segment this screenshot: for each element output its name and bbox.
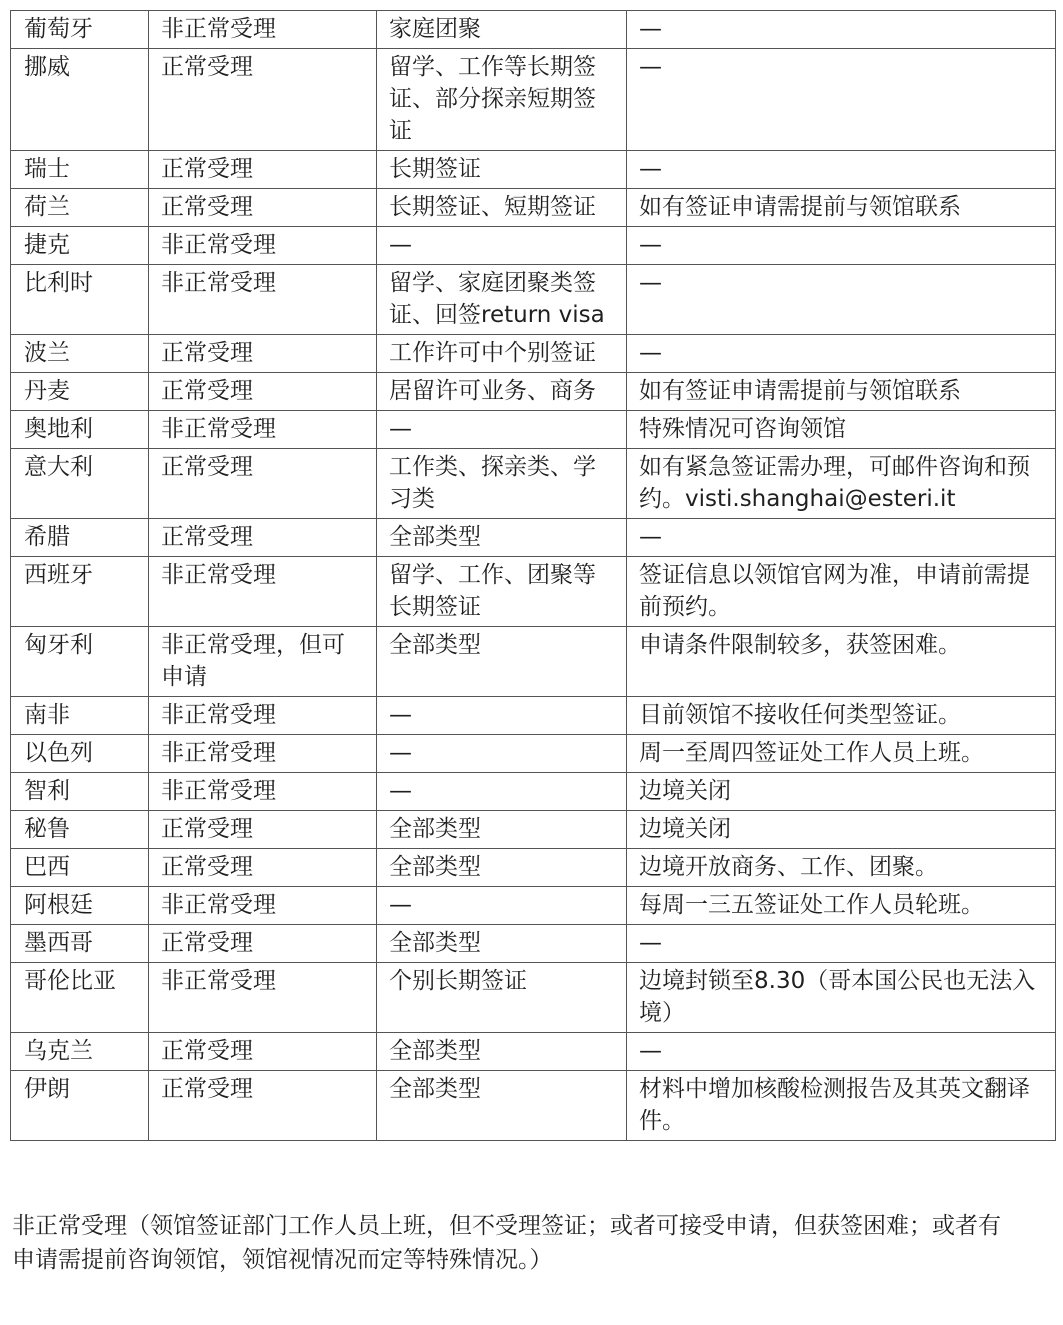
- country-cell: 阿根廷: [11, 887, 149, 925]
- visa-types-cell: 留学、工作、团聚等长期签证: [377, 557, 627, 627]
- status-cell: 非正常受理: [149, 227, 377, 265]
- notes-cell: —: [627, 49, 1056, 151]
- table-row: [11, 811, 1056, 849]
- status-cell: 正常受理: [149, 49, 377, 151]
- visa-types-cell: 全部类型: [377, 519, 627, 557]
- notes-cell: —: [627, 11, 1056, 49]
- status-cell: 非正常受理: [149, 11, 377, 49]
- status-cell: 非正常受理，但可申请: [149, 627, 377, 697]
- table-row: [11, 449, 1056, 519]
- visa-types-cell: 全部类型: [377, 925, 627, 963]
- notes-cell: 边境关闭: [627, 773, 1056, 811]
- notes-cell: 如有签证申请需提前与领馆联系: [627, 373, 1056, 411]
- country-cell: 比利时: [11, 265, 149, 335]
- status-cell: 正常受理: [149, 849, 377, 887]
- status-cell: 非正常受理: [149, 735, 377, 773]
- table-row: [11, 227, 1056, 265]
- notes-cell: —: [627, 335, 1056, 373]
- table-row: [11, 697, 1056, 735]
- country-cell: 葡萄牙: [11, 11, 149, 49]
- country-cell: 捷克: [11, 227, 149, 265]
- country-cell: 意大利: [11, 449, 149, 519]
- table-body: [11, 11, 1056, 1141]
- table-row: [11, 1071, 1056, 1141]
- country-cell: 西班牙: [11, 557, 149, 627]
- notes-cell: 申请条件限制较多，获签困难。: [627, 627, 1056, 697]
- visa-types-cell: 全部类型: [377, 627, 627, 697]
- country-cell: 挪威: [11, 49, 149, 151]
- table-row: [11, 151, 1056, 189]
- table-row: [11, 373, 1056, 411]
- country-cell: 智利: [11, 773, 149, 811]
- country-cell: 丹麦: [11, 373, 149, 411]
- status-cell: 正常受理: [149, 373, 377, 411]
- status-cell: 非正常受理: [149, 697, 377, 735]
- notes-cell: —: [627, 925, 1056, 963]
- notes-cell: —: [627, 265, 1056, 335]
- notes-cell: —: [627, 227, 1056, 265]
- visa-types-cell: 长期签证: [377, 151, 627, 189]
- country-cell: 瑞士: [11, 151, 149, 189]
- table-row: [11, 557, 1056, 627]
- status-cell: 非正常受理: [149, 773, 377, 811]
- status-cell: 正常受理: [149, 1033, 377, 1071]
- country-cell: 荷兰: [11, 189, 149, 227]
- country-cell: 哥伦比亚: [11, 963, 149, 1033]
- notes-cell: —: [627, 151, 1056, 189]
- status-cell: 非正常受理: [149, 411, 377, 449]
- visa-types-cell: 全部类型: [377, 811, 627, 849]
- status-cell: 正常受理: [149, 151, 377, 189]
- visa-status-table: [10, 10, 1056, 1141]
- visa-types-cell: 工作类、探亲类、学习类: [377, 449, 627, 519]
- status-cell: 正常受理: [149, 811, 377, 849]
- status-cell: 非正常受理: [149, 265, 377, 335]
- visa-types-cell: 居留许可业务、商务: [377, 373, 627, 411]
- table-row: [11, 49, 1056, 151]
- country-cell: 墨西哥: [11, 925, 149, 963]
- visa-types-cell: —: [377, 773, 627, 811]
- notes-cell: 边境开放商务、工作、团聚。: [627, 849, 1056, 887]
- notes-cell: 如有签证申请需提前与领馆联系: [627, 189, 1056, 227]
- status-cell: 正常受理: [149, 925, 377, 963]
- table-row: [11, 335, 1056, 373]
- notes-cell: —: [627, 1033, 1056, 1071]
- notes-cell: 周一至周四签证处工作人员上班。: [627, 735, 1056, 773]
- visa-types-cell: —: [377, 697, 627, 735]
- table-row: [11, 265, 1056, 335]
- table-row: [11, 411, 1056, 449]
- status-cell: 非正常受理: [149, 887, 377, 925]
- table-row: [11, 887, 1056, 925]
- visa-types-cell: 留学、工作等长期签证、部分探亲短期签证: [377, 49, 627, 151]
- country-cell: 南非: [11, 697, 149, 735]
- notes-cell: 材料中增加核酸检测报告及其英文翻译件。: [627, 1071, 1056, 1141]
- visa-types-cell: 全部类型: [377, 1071, 627, 1141]
- country-cell: 以色列: [11, 735, 149, 773]
- notes-cell: 特殊情况可咨询领馆: [627, 411, 1056, 449]
- visa-types-cell: —: [377, 227, 627, 265]
- table-row: [11, 627, 1056, 697]
- table-row: [11, 773, 1056, 811]
- country-cell: 秘鲁: [11, 811, 149, 849]
- notes-cell: 签证信息以领馆官网为准，申请前需提前预约。: [627, 557, 1056, 627]
- visa-types-cell: 留学、家庭团聚类签证、回签return visa: [377, 265, 627, 335]
- table-row: [11, 519, 1056, 557]
- country-cell: 乌克兰: [11, 1033, 149, 1071]
- country-cell: 波兰: [11, 335, 149, 373]
- notes-cell: 边境封锁至8.30（哥本国公民也无法入境）: [627, 963, 1056, 1033]
- status-cell: 正常受理: [149, 449, 377, 519]
- visa-status-table-container: [10, 10, 1055, 1141]
- footnote: 非正常受理（领馆签证部门工作人员上班，但不受理签证；或者可接受申请，但获签困难；或者有申请需提前咨询领馆，领馆视情况而定等特殊情况。）: [12, 1213, 1001, 1273]
- notes-cell: 目前领馆不接收任何类型签证。: [627, 697, 1056, 735]
- table-row: [11, 849, 1056, 887]
- table-row: [11, 11, 1056, 49]
- table-row: [11, 735, 1056, 773]
- visa-types-cell: —: [377, 411, 627, 449]
- country-cell: 匈牙利: [11, 627, 149, 697]
- table-row: [11, 925, 1056, 963]
- visa-types-cell: —: [377, 735, 627, 773]
- table-row: [11, 963, 1056, 1033]
- visa-types-cell: 全部类型: [377, 1033, 627, 1071]
- visa-types-cell: 工作许可中个别签证: [377, 335, 627, 373]
- country-cell: 巴西: [11, 849, 149, 887]
- notes-cell: 如有紧急签证需办理，可邮件咨询和预约。visti.shanghai@esteri.it: [627, 449, 1056, 519]
- status-cell: 非正常受理: [149, 557, 377, 627]
- visa-types-cell: —: [377, 887, 627, 925]
- table-row: [11, 1033, 1056, 1071]
- status-cell: 正常受理: [149, 1071, 377, 1141]
- visa-types-cell: 家庭团聚: [377, 11, 627, 49]
- country-cell: 伊朗: [11, 1071, 149, 1141]
- visa-types-cell: 全部类型: [377, 849, 627, 887]
- visa-types-cell: 个别长期签证: [377, 963, 627, 1033]
- country-cell: 奥地利: [11, 411, 149, 449]
- status-cell: 正常受理: [149, 519, 377, 557]
- notes-cell: 边境关闭: [627, 811, 1056, 849]
- status-cell: 正常受理: [149, 189, 377, 227]
- country-cell: 希腊: [11, 519, 149, 557]
- notes-cell: 每周一三五签证处工作人员轮班。: [627, 887, 1056, 925]
- notes-cell: —: [627, 519, 1056, 557]
- status-cell: 非正常受理: [149, 963, 377, 1033]
- status-cell: 正常受理: [149, 335, 377, 373]
- visa-types-cell: 长期签证、短期签证: [377, 189, 627, 227]
- table-row: [11, 189, 1056, 227]
